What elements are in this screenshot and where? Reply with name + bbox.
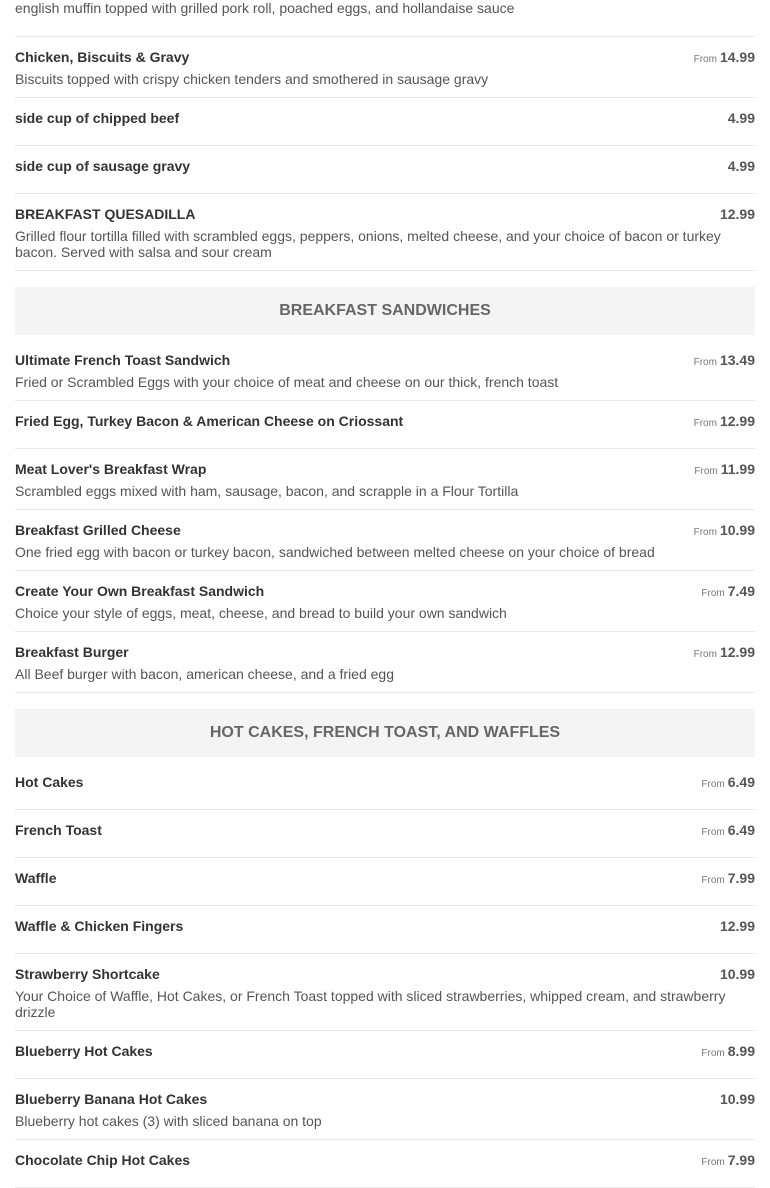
from-label: From	[693, 357, 717, 368]
item-name: Waffle	[15, 870, 57, 886]
item-name: Strawberry Shortcake	[15, 966, 160, 982]
menu-item-waffle-chicken-fingers[interactable]	[15, 906, 755, 954]
item-price: 4.99	[727, 110, 755, 126]
item-price: 14.99	[719, 49, 755, 65]
from-label: From	[701, 875, 725, 886]
menu-item-fried-egg-turkey-bacon-american-cheese-on-criossant[interactable]	[15, 401, 755, 449]
menu-item-strawberry-shortcake[interactable]	[15, 954, 755, 1031]
item-price-group	[694, 521, 755, 542]
menu-item-ultimate-french-toast-sandwich[interactable]	[15, 335, 755, 401]
item-price: 13.49	[719, 352, 755, 368]
item-description: Grilled flour tortilla filled with scrambled eggs, peppers, onions, melted cheese, and your choice of bacon or turkey bacon. Served with salsa and sour cream	[15, 228, 721, 260]
item-price: 7.49	[727, 583, 755, 599]
item-price: 7.99	[727, 1152, 755, 1168]
item-price-group	[701, 821, 755, 842]
item-name: Create Your Own Breakfast Sandwich	[15, 583, 265, 599]
item-price-group	[728, 157, 755, 176]
menu-item-header	[15, 205, 755, 223]
item-price: 12.99	[719, 413, 755, 429]
item-description: Blueberry hot cakes (3) with sliced banana on top	[15, 1113, 322, 1129]
menu-item-header	[15, 351, 755, 369]
menu-item-header	[15, 917, 755, 935]
item-description: english muffin topped with grilled pork roll, poached eggs, and hollandaise sauce	[15, 0, 515, 16]
item-description: Scrambled eggs mixed with ham, sausage, bacon, and scrapple in a Flour Tortilla	[15, 483, 519, 499]
menu-item-blueberry-hot-cakes[interactable]	[15, 1031, 755, 1079]
menu-item-side-cup-of-chipped-beef[interactable]	[15, 98, 755, 146]
item-name: side cup of chipped beef	[15, 110, 180, 126]
menu-item-header	[15, 869, 755, 887]
section-header-hot-cakes-french-toast-and-waffles: HOT CAKES, FRENCH TOAST, AND WAFFLES	[15, 709, 755, 757]
from-label: From	[694, 466, 718, 477]
item-price: 11.99	[720, 461, 755, 477]
menu-item-header	[15, 821, 755, 839]
item-price-group	[720, 1090, 755, 1109]
item-price: 8.99	[727, 1043, 755, 1059]
menu-item-header	[15, 109, 755, 127]
menu-item-side-cup-of-sausage-gravy[interactable]	[15, 146, 755, 194]
menu-list	[15, 0, 755, 1188]
item-name: Breakfast Burger	[15, 644, 129, 660]
menu-item-header	[15, 643, 755, 661]
item-price: 10.99	[719, 522, 755, 538]
item-description: Choice your style of eggs, meat, cheese, and bread to build your own sandwich	[15, 605, 507, 621]
item-price: 12.99	[719, 918, 755, 934]
menu-item-continued[interactable]	[15, 0, 755, 37]
menu-item-header	[15, 1090, 755, 1108]
menu-item-header	[15, 1042, 755, 1060]
item-price-group	[694, 48, 755, 69]
item-description: Fried or Scrambled Eggs with your choice of meat and cheese on our thick, french toast	[15, 374, 559, 390]
item-price: 10.99	[719, 966, 755, 982]
item-description: Biscuits topped with crispy chicken tenders and smothered in sausage gravy	[15, 71, 489, 87]
item-name: French Toast	[15, 822, 102, 838]
from-label: From	[693, 54, 717, 65]
menu-item-header	[15, 773, 755, 791]
item-name: side cup of sausage gravy	[15, 158, 191, 174]
menu-item-chicken-biscuits-gravy[interactable]	[15, 37, 755, 98]
item-price: 6.49	[727, 822, 755, 838]
menu-item-french-toast[interactable]	[15, 810, 755, 858]
menu-item-header	[15, 521, 755, 539]
menu-item-header	[15, 48, 755, 66]
item-price-group	[694, 460, 755, 481]
menu-item-blueberry-banana-hot-cakes[interactable]	[15, 1079, 755, 1140]
item-price: 6.49	[727, 774, 755, 790]
item-price-group	[694, 351, 755, 372]
item-price-group	[694, 643, 755, 664]
item-price: 12.99	[719, 206, 755, 222]
from-label: From	[693, 649, 717, 660]
item-name: Blueberry Banana Hot Cakes	[15, 1091, 208, 1107]
item-price-group	[701, 582, 755, 603]
item-price-group	[701, 1151, 755, 1172]
menu-item-header	[15, 1151, 755, 1169]
from-label: From	[701, 779, 725, 790]
menu-item-breakfast-burger[interactable]	[15, 632, 755, 693]
from-label: From	[693, 418, 717, 429]
item-name: Waffle & Chicken Fingers	[15, 918, 184, 934]
menu-item-breakfast-quesadilla[interactable]	[15, 194, 755, 271]
item-price-group	[720, 965, 755, 984]
item-price: 10.99	[719, 1091, 755, 1107]
item-price-group	[720, 205, 755, 224]
menu-item-breakfast-grilled-cheese[interactable]	[15, 510, 755, 571]
item-description: Your Choice of Waffle, Hot Cakes, or French Toast topped with sliced strawberries, whipped cream, and strawberry drizzle	[15, 988, 726, 1020]
menu-item-header	[15, 412, 755, 430]
item-price-group	[701, 869, 755, 890]
item-description: All Beef burger with bacon, american cheese, and a fried egg	[15, 666, 395, 682]
item-price-group	[728, 109, 755, 128]
from-label: From	[701, 1157, 725, 1168]
item-name: Chicken, Biscuits & Gravy	[15, 49, 190, 65]
item-name: Meat Lover's Breakfast Wrap	[15, 461, 207, 477]
from-label: From	[693, 527, 717, 538]
item-price: 12.99	[719, 644, 755, 660]
item-price-group	[694, 412, 755, 433]
menu-item-header	[15, 582, 755, 600]
menu-item-waffle[interactable]	[15, 858, 755, 906]
menu-item-chocolate-chip-hot-cakes[interactable]	[15, 1140, 755, 1188]
menu-item-header	[15, 460, 755, 478]
item-price-group	[701, 1042, 755, 1063]
item-name: Fried Egg, Turkey Bacon & American Cheese on Criossant	[15, 413, 404, 429]
menu-item-hot-cakes[interactable]	[15, 757, 755, 810]
item-name: Breakfast Grilled Cheese	[15, 522, 181, 538]
item-price: 4.99	[727, 158, 755, 174]
from-label: From	[701, 1048, 725, 1059]
item-price-group	[720, 917, 755, 936]
menu-item-header	[15, 157, 755, 175]
item-name: Ultimate French Toast Sandwich	[15, 352, 231, 368]
item-name: Chocolate Chip Hot Cakes	[15, 1152, 191, 1168]
item-name: Hot Cakes	[15, 774, 84, 790]
item-name: Blueberry Hot Cakes	[15, 1043, 153, 1059]
item-price-group	[701, 773, 755, 794]
from-label: From	[701, 588, 725, 599]
item-price: 7.99	[727, 870, 755, 886]
menu-item-meat-lover-s-breakfast-wrap[interactable]	[15, 449, 755, 510]
section-header-breakfast-sandwiches: BREAKFAST SANDWICHES	[15, 287, 755, 335]
menu-item-create-your-own-breakfast-sandwich[interactable]	[15, 571, 755, 632]
menu-item-header	[15, 965, 755, 983]
item-name: BREAKFAST QUESADILLA	[15, 206, 196, 222]
item-description: One fried egg with bacon or turkey bacon, sandwiched between melted cheese on your choice of bread	[15, 544, 655, 560]
from-label: From	[701, 827, 725, 838]
